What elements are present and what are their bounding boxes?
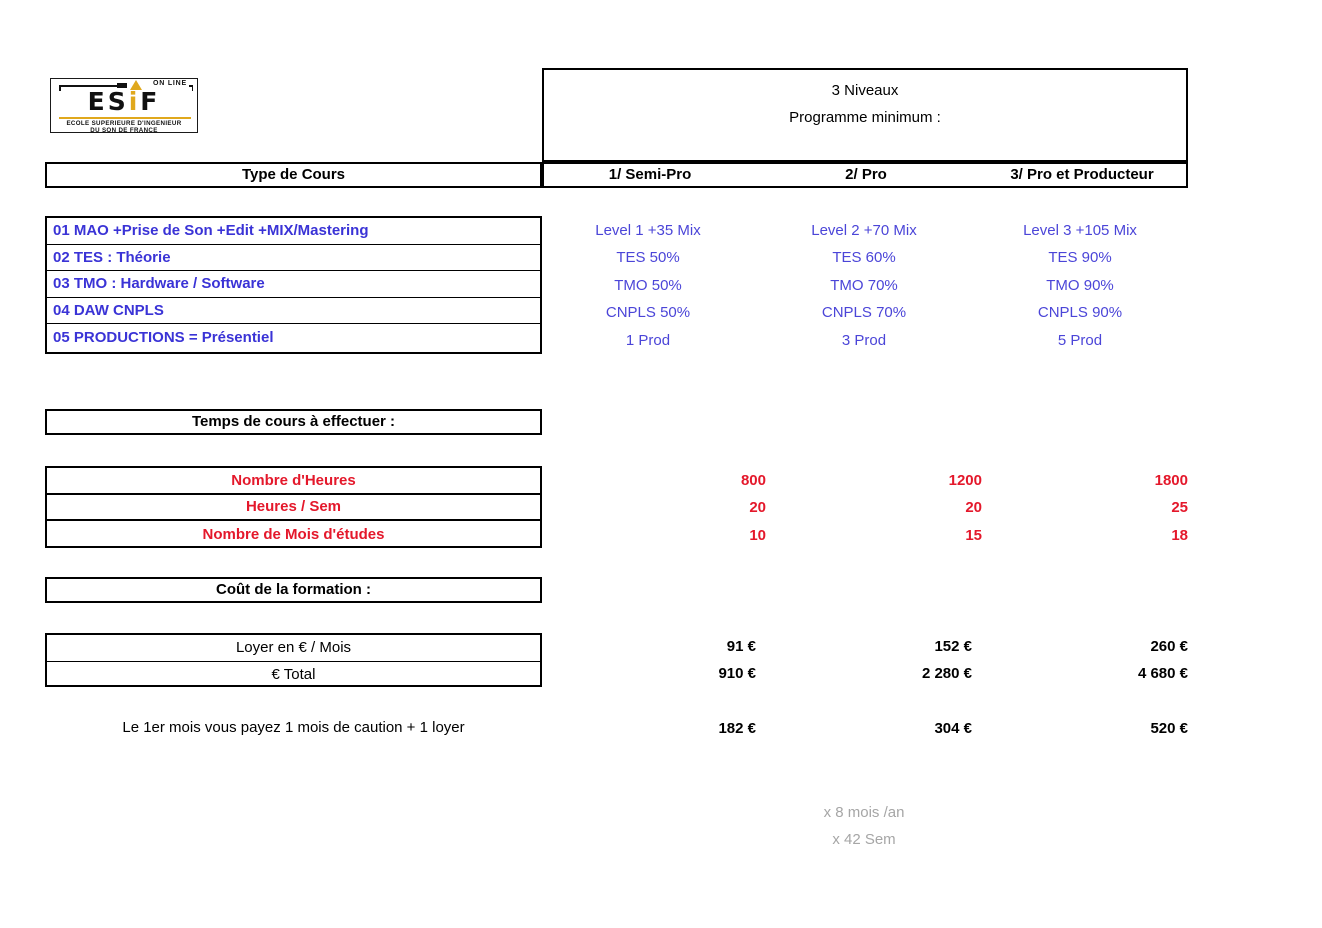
niveaux-header-box (542, 68, 1188, 162)
logo-letter-f: F (140, 87, 161, 116)
course-value: TES 90% (1048, 249, 1112, 266)
footnote-semaines: x 42 Sem (832, 831, 896, 848)
course-value: TMO 90% (1046, 277, 1114, 294)
hours-value: 18 (1171, 527, 1188, 544)
cost-value: 152 € (934, 638, 972, 655)
course-value: CNPLS 90% (1037, 304, 1123, 321)
table-row (47, 635, 540, 662)
table-row (47, 298, 540, 325)
course-label: 04 DAW CNPLS (53, 302, 164, 320)
course-label: 03 TMO : Hardware / Software (53, 275, 265, 293)
column-headers-row (542, 162, 1188, 188)
cost-value: 2 280 € (921, 665, 972, 682)
logo-online-text: ON LINE (153, 80, 187, 87)
logo-gold-bar (59, 117, 191, 119)
type-de-cours-label: Type de Cours (241, 166, 346, 183)
hours-label: Nombre de Mois d'études (202, 525, 385, 543)
cost-value: 260 € (1150, 638, 1188, 655)
course-value: CNPLS 70% (821, 304, 907, 321)
course-value: TMO 50% (614, 277, 682, 294)
course-label: 05 PRODUCTIONS = Présentiel (53, 329, 274, 347)
cost-value: 4 680 € (1137, 665, 1188, 682)
cout-formation-label: Coût de la formation : (216, 581, 371, 598)
caution-value: 304 € (934, 720, 972, 737)
hours-value: 25 (1171, 499, 1188, 516)
logo-letter-e: E (87, 87, 108, 116)
table-row (47, 662, 540, 689)
course-value: TES 60% (832, 249, 896, 266)
hours-label-table (45, 466, 542, 548)
course-value: Level 1 +35 Mix (595, 222, 701, 239)
column-header-semi-pro: 1/ Semi-Pro (608, 166, 692, 183)
hours-label: Heures / Sem (245, 498, 342, 516)
table-row (47, 495, 540, 522)
hours-value: 1200 (948, 472, 982, 489)
course-label: 01 MAO +Prise de Son +Edit +MIX/Mastering (53, 222, 369, 240)
hours-value: 15 (965, 527, 982, 544)
logo-subtitle-line-1: ECOLE SUPERIEURE D'INGENIEUR (66, 120, 182, 127)
hours-value: 20 (965, 499, 982, 516)
course-value: 3 Prod (841, 332, 887, 349)
cost-label: € Total (271, 666, 316, 684)
course-value: CNPLS 50% (605, 304, 691, 321)
table-row (47, 271, 540, 298)
caution-note-label: Le 1er mois vous payez 1 mois de caution + 1 loyer (122, 719, 465, 736)
hours-value: 800 (740, 472, 766, 489)
course-value: Level 3 +105 Mix (1023, 222, 1137, 239)
cost-label: Loyer en € / Mois (235, 639, 352, 657)
courses-label-table (45, 216, 542, 354)
esif-logo (50, 78, 198, 133)
logo-letter-i: i (128, 87, 141, 116)
type-de-cours-header (45, 162, 542, 188)
hours-value: 20 (749, 499, 766, 516)
table-row (47, 245, 540, 272)
niveaux-title: 3 Niveaux (831, 82, 899, 99)
logo-subtitle-line-2: DU SON DE FRANCE (90, 127, 158, 133)
logo-letter-s: S (107, 87, 129, 116)
course-value: TMO 70% (830, 277, 898, 294)
temps-de-cours-label: Temps de cours à effectuer : (191, 413, 396, 430)
table-row (47, 521, 540, 548)
temps-de-cours-header (45, 409, 542, 435)
cost-label-table (45, 633, 542, 687)
course-value: 5 Prod (1057, 332, 1103, 349)
course-value: TES 50% (616, 249, 680, 266)
hours-value: 1800 (1154, 472, 1188, 489)
table-row (47, 324, 540, 351)
cost-value: 91 € (726, 638, 756, 655)
caution-value: 182 € (718, 720, 756, 737)
table-row (47, 218, 540, 245)
logo-wordmark (51, 88, 197, 116)
course-value: 1 Prod (625, 332, 671, 349)
cost-value: 910 € (718, 665, 756, 682)
column-header-pro: 2/ Pro (845, 166, 887, 183)
niveaux-subtitle: Programme minimum : (789, 109, 941, 126)
hours-value: 10 (749, 527, 766, 544)
cout-formation-header (45, 577, 542, 603)
caution-value: 520 € (1150, 720, 1188, 737)
footnote-mois-an: x 8 mois /an (823, 804, 905, 821)
table-row (47, 468, 540, 495)
course-label: 02 TES : Théorie (53, 248, 171, 266)
column-header-pro-producteur: 3/ Pro et Producteur (1010, 166, 1154, 183)
course-value: Level 2 +70 Mix (811, 222, 917, 239)
hours-label: Nombre d'Heures (231, 471, 356, 489)
